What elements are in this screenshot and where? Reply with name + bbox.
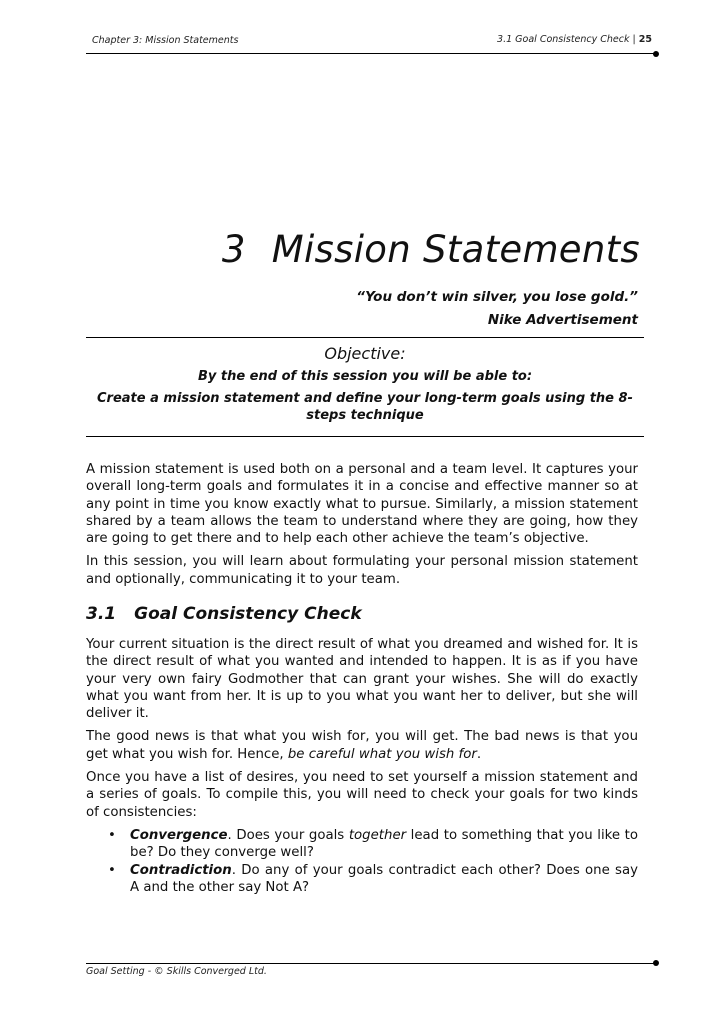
section-paragraph xyxy=(86,728,638,763)
list-item-term: Convergence xyxy=(130,827,228,843)
footer-rule-dot xyxy=(653,960,659,966)
list-item-term: Contradiction xyxy=(130,862,232,878)
chapter-title xyxy=(222,228,640,271)
objective-box xyxy=(86,337,644,437)
section-number: 3.1 xyxy=(86,604,117,624)
paragraph-text: . xyxy=(476,746,482,762)
intro-text xyxy=(86,461,638,594)
emphasis-text: together xyxy=(348,827,407,843)
header-rule-dot xyxy=(653,51,659,57)
objective-title: Objective: xyxy=(324,344,406,363)
header-rule xyxy=(86,53,656,54)
header-separator: | xyxy=(632,34,636,45)
consistency-list xyxy=(86,827,638,896)
page-number: 25 xyxy=(638,34,652,45)
section-paragraph: Your current situation is the direct result of what you dreamed and wished for. It is the direct result of what you wanted and intended to happen. It is as if you have your very own fairy Godmother that can grant your wishes. She will do exactly what you want from her. It is up to you what you want her to deliver, but she will deliver it. xyxy=(86,637,638,722)
running-header-chapter: Chapter 3: Mission Statements xyxy=(92,35,239,46)
objective-text: Create a mission statement and define your long-term goals using the 8-steps technique xyxy=(97,391,633,423)
intro-paragraph: A mission statement is used both on a personal and a team level. It captures your overall long-term goals and formulates it in a concise and effective manner so at any point in time you know exactly what to pursue. Similarly, a mission statement shared by a team allows the team to understand where they are going, how they are going to get there and to help each other achieve the team’s objective. xyxy=(86,462,638,547)
section-paragraph: Once you have a list of desires, you need to set yourself a mission statement and a series of goals. To compile this, you will need to check your goals for two kinds of consistencies: xyxy=(86,770,638,820)
epigraph-source: Nike Advertisement xyxy=(487,312,638,328)
chapter-title-text: Mission Statements xyxy=(271,228,640,271)
list-item-text: lead to something that you like to be? Do they converge well? xyxy=(130,827,638,861)
section-heading xyxy=(86,604,362,624)
paragraph-text: The good news is that what you wish for, you will get. The bad news is that you get what you wish for. Hence, xyxy=(86,729,638,762)
epigraph-quote: “You don’t win silver, you lose gold.” xyxy=(356,289,638,305)
chapter-number: 3 xyxy=(221,228,246,271)
footer-rule xyxy=(86,963,656,964)
list-item xyxy=(130,827,638,862)
section-title: Goal Consistency Check xyxy=(134,604,362,624)
intro-paragraph: In this session, you will learn about formulating your personal mission statement and optionally, communicating it to your team. xyxy=(86,554,638,587)
page-footer: Goal Setting - © Skills Converged Ltd. xyxy=(86,966,267,977)
objective-intro: By the end of this session you will be able to: xyxy=(197,369,533,384)
header-section-title: 3.1 Goal Consistency Check xyxy=(497,34,630,45)
list-item xyxy=(130,862,638,897)
running-header-section xyxy=(497,34,652,45)
list-item-text: . Do any of your goals contradict each other? Does one say A and the other say Not A? xyxy=(130,862,638,895)
list-item-text: . Does your goals xyxy=(227,827,349,843)
section-body xyxy=(86,636,638,896)
emphasis-text: be careful what you wish for xyxy=(287,746,477,762)
